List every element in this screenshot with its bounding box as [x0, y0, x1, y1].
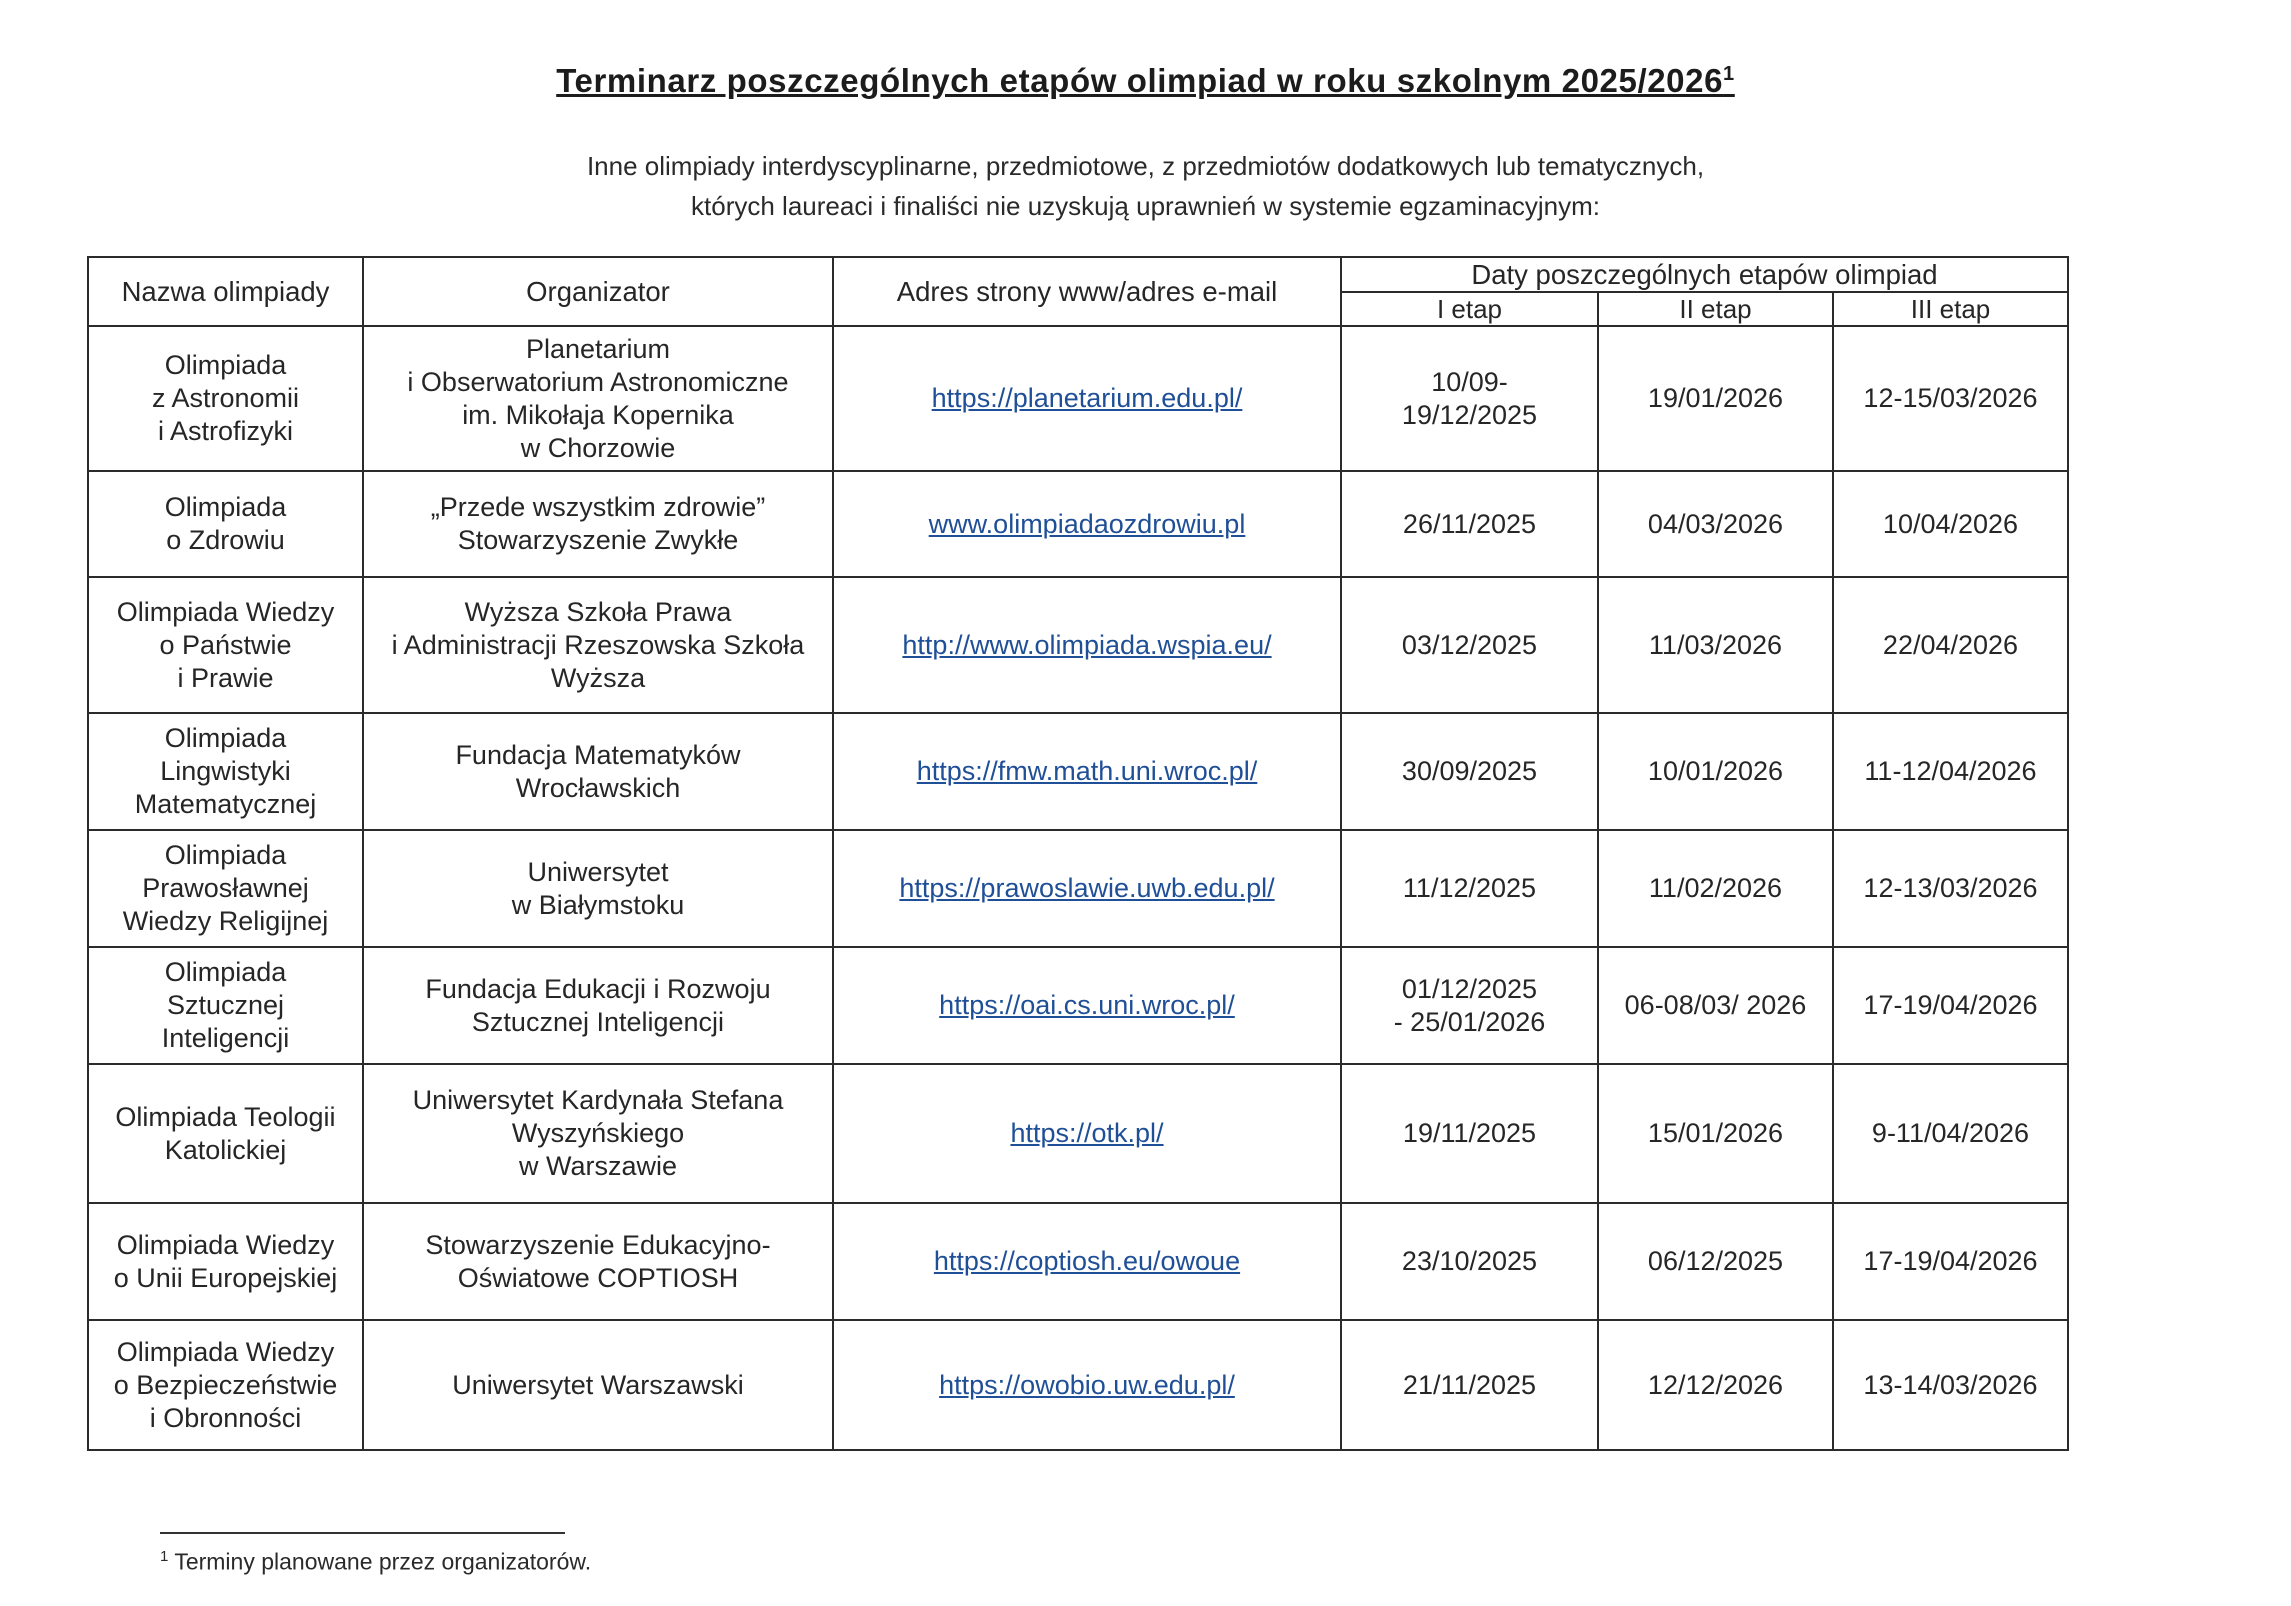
footnote [160, 1548, 591, 1576]
olympiad-name-line: Wiedzy Religijnej [122, 906, 329, 936]
stage-2-date-line: 06-08/03/ 2026 [1624, 990, 1807, 1020]
organizer-line: Fundacja Matematyków [455, 739, 741, 770]
stage-3-date-line: 22/04/2026 [1882, 629, 2019, 660]
website-link[interactable]: https://owobio.uw.edu.pl/ [939, 1369, 1235, 1400]
stage-1-date-cell [1341, 830, 1598, 947]
olympiad-name-cell [88, 1064, 363, 1203]
stage-2-date-line: 12/12/2026 [1647, 1369, 1784, 1400]
stage-3-date-cell [1833, 1320, 2068, 1450]
stage-1-date-line: 21/11/2025 [1402, 1369, 1537, 1400]
stage-1-date-line: 03/12/2025 [1401, 629, 1538, 660]
stage-2-date-cell [1598, 577, 1833, 713]
stage-2-date-cell [1598, 326, 1833, 471]
stage-2-date-cell [1598, 471, 1833, 577]
stage-1-date-cell [1341, 577, 1598, 713]
stage-3-date-cell [1833, 713, 2068, 830]
subtitle [0, 146, 2291, 226]
stage-3-date-cell [1833, 1064, 2068, 1203]
stage-1-date-cell [1341, 1320, 1598, 1450]
stage-3-date-line: 12-15/03/2026 [1863, 383, 2038, 413]
organizer-cell [363, 326, 833, 471]
organizer-line: w Białymstoku [511, 889, 685, 920]
website-link[interactable]: https://coptiosh.eu/owoue [933, 1246, 1241, 1276]
organizer-line: i Administracji Rzeszowska Szkoła [391, 629, 805, 660]
organizer-cell [363, 1320, 833, 1450]
organizer-line: Fundacja Edukacji i Rozwoju [425, 973, 771, 1004]
olympiad-name-line: Katolickiej [164, 1134, 287, 1165]
olympiad-name-line: o Bezpieczeństwie [113, 1369, 338, 1400]
olympiad-name-cell [88, 471, 363, 577]
stage-3-date-cell [1833, 947, 2068, 1064]
stage-1-date-line: 10/09- [1431, 366, 1508, 397]
table-row [88, 1203, 2068, 1320]
website-link[interactable]: www.olimpiadaozdrowiu.pl [928, 508, 1246, 539]
stage-1-date-line: - 25/01/2026 [1393, 1006, 1546, 1037]
olympiad-name-line: Olimpiada [164, 840, 287, 870]
organizer-cell [363, 471, 833, 577]
stage-2-date-line: 10/01/2026 [1647, 756, 1784, 786]
header-organizer: Organizator [363, 257, 833, 326]
footnote-mark: 1 [160, 1548, 169, 1565]
olympiad-name-line: Lingwistyki [160, 756, 291, 786]
website-cell [833, 1320, 1341, 1450]
organizer-line: Wyszyńskiego [511, 1118, 685, 1148]
olympiad-name-line: Inteligencji [161, 1023, 290, 1053]
website-link[interactable]: https://fmw.math.uni.wroc.pl/ [916, 756, 1258, 786]
stage-1-date-cell [1341, 947, 1598, 1064]
stage-2-date-cell [1598, 830, 1833, 947]
olympiad-name-cell [88, 713, 363, 830]
olympiad-name-line: z Astronomii [151, 383, 300, 413]
stage-2-date-cell [1598, 947, 1833, 1064]
website-cell [833, 577, 1341, 713]
olympiad-name-line: Olimpiada [164, 350, 287, 380]
organizer-line: im. Mikołaja Kopernika [462, 399, 734, 430]
olympiad-name-cell [88, 830, 363, 947]
organizer-line: Wyższa Szkoła Prawa [464, 596, 732, 627]
stage-3-date-line: 17-19/04/2026 [1863, 990, 2038, 1020]
olympiad-name-line: o Unii Europejskiej [113, 1262, 338, 1293]
stage-1-date-line: 01/12/2025 [1401, 973, 1538, 1004]
organizer-cell [363, 713, 833, 830]
stage-2-date-line: 11/03/2026 [1648, 629, 1783, 660]
organizer-line: w Chorzowie [520, 432, 676, 463]
olympiad-name-line: i Astrofizyki [157, 416, 294, 446]
organizer-line: Uniwersytet Kardynała Stefana [412, 1085, 784, 1115]
olympiad-name-line: o Zdrowiu [166, 525, 285, 555]
organizer-line: Wrocławskich [515, 772, 681, 803]
stage-1-date-line: 11/12/2025 [1402, 873, 1537, 903]
olympiad-name-cell [88, 947, 363, 1064]
olympiad-name-cell [88, 326, 363, 471]
olympiad-name-line: Olimpiada [164, 723, 287, 753]
website-cell [833, 713, 1341, 830]
organizer-line: Planetarium [525, 333, 671, 364]
olympiad-name-line: Olimpiada Teologii [115, 1101, 336, 1132]
website-link[interactable]: https://prawoslawie.uwb.edu.pl/ [899, 873, 1275, 903]
footnote-text: Terminy planowane przez organizatorów. [168, 1548, 592, 1575]
page-title-text: Terminarz poszczególnych etapów olimpiad w roku szkolnym 2025/2026 [556, 62, 1724, 99]
organizer-line: i Obserwatorium Astronomiczne [407, 366, 789, 397]
table-row [88, 713, 2068, 830]
olympiad-name-line: Prawosławnej [142, 873, 309, 903]
website-link[interactable]: http://www.olimpiada.wspia.eu/ [902, 629, 1272, 660]
header-stage-1: I etap [1341, 292, 1598, 326]
organizer-line: Stowarzyszenie Zwykłe [457, 525, 739, 555]
table-row [88, 947, 2068, 1064]
stage-1-date-line: 19/11/2025 [1402, 1118, 1537, 1148]
stage-2-date-cell [1598, 1320, 1833, 1450]
footnote-divider [160, 1532, 565, 1534]
website-cell [833, 326, 1341, 471]
header-website: Adres strony www/adres e-mail [833, 257, 1341, 326]
organizer-cell [363, 947, 833, 1064]
header-stage-3: III etap [1833, 292, 2068, 326]
organizer-cell [363, 830, 833, 947]
organizer-line: Sztucznej Inteligencji [471, 1006, 725, 1037]
table-row [88, 577, 2068, 713]
stage-1-date-line: 30/09/2025 [1401, 756, 1538, 786]
organizer-line: Uniwersytet Warszawski [452, 1369, 744, 1400]
stage-3-date-cell [1833, 830, 2068, 947]
table-row [88, 830, 2068, 947]
stage-1-date-cell [1341, 471, 1598, 577]
stage-2-date-line: 04/03/2026 [1647, 508, 1784, 539]
organizer-line: Stowarzyszenie Edukacyjno- [425, 1229, 771, 1260]
organizer-cell [363, 577, 833, 713]
olympiad-name-line: Matematycznej [134, 789, 317, 819]
stage-3-date-line: 9-11/04/2026 [1871, 1118, 2030, 1148]
subtitle-line-2: których laureaci i finaliści nie uzyskują uprawnień w systemie egzaminacyjnym: [691, 191, 1600, 221]
organizer-cell [363, 1203, 833, 1320]
olympiad-name-line: Olimpiada Wiedzy [116, 596, 335, 627]
stage-2-date-line: 11/02/2026 [1648, 873, 1783, 903]
stage-2-date-cell [1598, 1203, 1833, 1320]
organizer-line: Uniwersytet [527, 856, 669, 887]
stage-3-date-line: 10/04/2026 [1882, 508, 2019, 539]
stage-3-date-line: 17-19/04/2026 [1863, 1246, 2038, 1276]
stage-1-date-line: 26/11/2025 [1402, 508, 1537, 539]
olympiad-name-line: o Państwie [159, 629, 292, 660]
page-title [0, 62, 2291, 100]
olympiad-name-cell [88, 577, 363, 713]
table-row [88, 471, 2068, 577]
stage-1-date-cell [1341, 1064, 1598, 1203]
olympiad-name-line: Olimpiada Wiedzy [116, 1229, 335, 1260]
olympiad-name-line: Olimpiada [164, 492, 287, 522]
header-name: Nazwa olimpiady [88, 257, 363, 326]
header-dates-group: Daty poszczególnych etapów olimpiad [1341, 257, 2068, 292]
website-link[interactable]: https://oai.cs.uni.wroc.pl/ [939, 990, 1235, 1020]
table-row [88, 1064, 2068, 1203]
stage-2-date-cell [1598, 713, 1833, 830]
stage-2-date-line: 15/01/2026 [1647, 1118, 1784, 1148]
olympiad-name-line: Sztucznej [166, 990, 285, 1020]
stage-3-date-cell [1833, 471, 2068, 577]
subtitle-line-1: Inne olimpiady interdyscyplinarne, przedmiotowe, z przedmiotów dodatkowych lub tematycznych, [586, 151, 1705, 181]
stage-3-date-line: 12-13/03/2026 [1863, 873, 2038, 903]
stage-2-date-line: 06/12/2025 [1647, 1246, 1784, 1276]
stage-1-date-cell [1341, 326, 1598, 471]
website-link[interactable]: https://otk.pl/ [1010, 1118, 1164, 1148]
olympiad-name-line: i Prawie [177, 662, 274, 693]
stage-3-date-cell [1833, 577, 2068, 713]
website-link[interactable]: https://planetarium.edu.pl/ [931, 383, 1243, 413]
olympiad-name-line: Olimpiada Wiedzy [116, 1336, 335, 1367]
website-cell [833, 830, 1341, 947]
stage-3-date-line: 11-12/04/2026 [1864, 756, 2037, 786]
website-cell [833, 947, 1341, 1064]
table-row [88, 326, 2068, 471]
stage-1-date-cell [1341, 713, 1598, 830]
stage-1-date-line: 19/12/2025 [1401, 399, 1538, 430]
olympiad-schedule-table [87, 256, 2069, 1451]
website-cell [833, 471, 1341, 577]
stage-3-date-cell [1833, 1203, 2068, 1320]
title-footnote-mark[interactable]: 1 [1723, 63, 1735, 85]
organizer-line: Oświatowe COPTIOSH [457, 1262, 739, 1293]
stage-1-date-cell [1341, 1203, 1598, 1320]
organizer-line: w Warszawie [518, 1151, 678, 1181]
organizer-line: „Przede wszystkim zdrowie” [430, 492, 766, 522]
stage-1-date-line: 23/10/2025 [1401, 1246, 1538, 1276]
stage-3-date-cell [1833, 326, 2068, 471]
stage-2-date-line: 19/01/2026 [1647, 383, 1784, 413]
website-cell [833, 1064, 1341, 1203]
olympiad-name-cell [88, 1320, 363, 1450]
stage-3-date-line: 13-14/03/2026 [1863, 1369, 2038, 1400]
header-stage-2: II etap [1598, 292, 1833, 326]
olympiad-name-cell [88, 1203, 363, 1320]
website-cell [833, 1203, 1341, 1320]
stage-2-date-cell [1598, 1064, 1833, 1203]
olympiad-name-line: i Obronności [149, 1402, 302, 1433]
organizer-cell [363, 1064, 833, 1203]
table-row [88, 1320, 2068, 1450]
organizer-line: Wyższa [550, 662, 646, 693]
olympiad-name-line: Olimpiada [164, 957, 287, 987]
table-body [88, 326, 2068, 1450]
